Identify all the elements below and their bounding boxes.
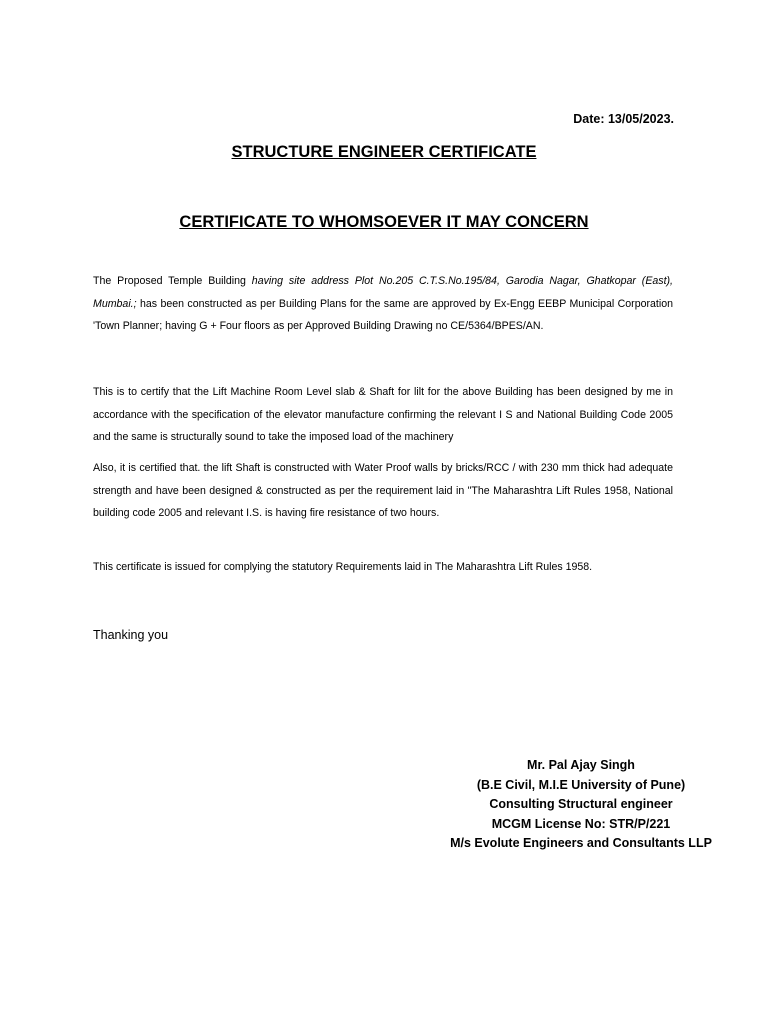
paragraph-certification: This is to certify that the Lift Machine Room Level slab & Shaft for lilt for the above Building has been designed by me in accordance with the specification of the elevator manufacture confirming the relevant I S and National Building Code 2005 and the same is structurally sound to take the imposed load of the machinery <box>93 386 673 443</box>
date: Date: 13/05/2023. <box>573 112 674 126</box>
signatory-firm: M/s Evolute Engineers and Consultants LLP <box>450 836 712 851</box>
document-subtitle: CERTIFICATE TO WHOMSOEVER IT MAY CONCERN <box>179 213 589 231</box>
document-title: STRUCTURE ENGINEER CERTIFICATE <box>231 143 537 161</box>
signatory-license: MCGM License No: STR/P/221 <box>491 816 671 831</box>
paragraph-compliance: This certificate is issued for complying the statutory Requirements laid in The Maharashtra Lift Rules 1958. <box>93 561 593 573</box>
paragraph-rest: has been constructed as per Building Plans for the same are approved by Ex-Engg EEBP Municipal Corporation 'Town Planner; having G + Four floors as per Approved Building Drawing no CE/5364/BPES/AN. <box>93 297 673 332</box>
signature-block <box>440 756 722 854</box>
signatory-designation: Consulting Structural engineer <box>489 797 673 812</box>
closing-text: Thanking you <box>93 628 169 642</box>
paragraph-lead: The Proposed Temple Building <box>93 275 252 287</box>
signatory-name: Mr. Pal Ajay Singh <box>527 758 635 772</box>
paragraph-building-details <box>93 270 673 338</box>
paragraph-lift-shaft: Also, it is certified that. the lift Shaft is constructed with Water Proof walls by bricks/RCC / with 230 mm thick had adequate strength and have been designed & constructed as per the requirement laid in "The Maharashtra Lift Rules 1958, National building code 2005 and relevant I.S. is having fire resistance of two hours. <box>93 462 673 519</box>
signatory-qualification: (B.E Civil, M.I.E University of Pune) <box>476 777 686 792</box>
site-address: having site address Plot No.205 C.T.S.No.195/84, Garodia Nagar, Ghatkopar (East), Mumbai.; <box>93 275 673 310</box>
